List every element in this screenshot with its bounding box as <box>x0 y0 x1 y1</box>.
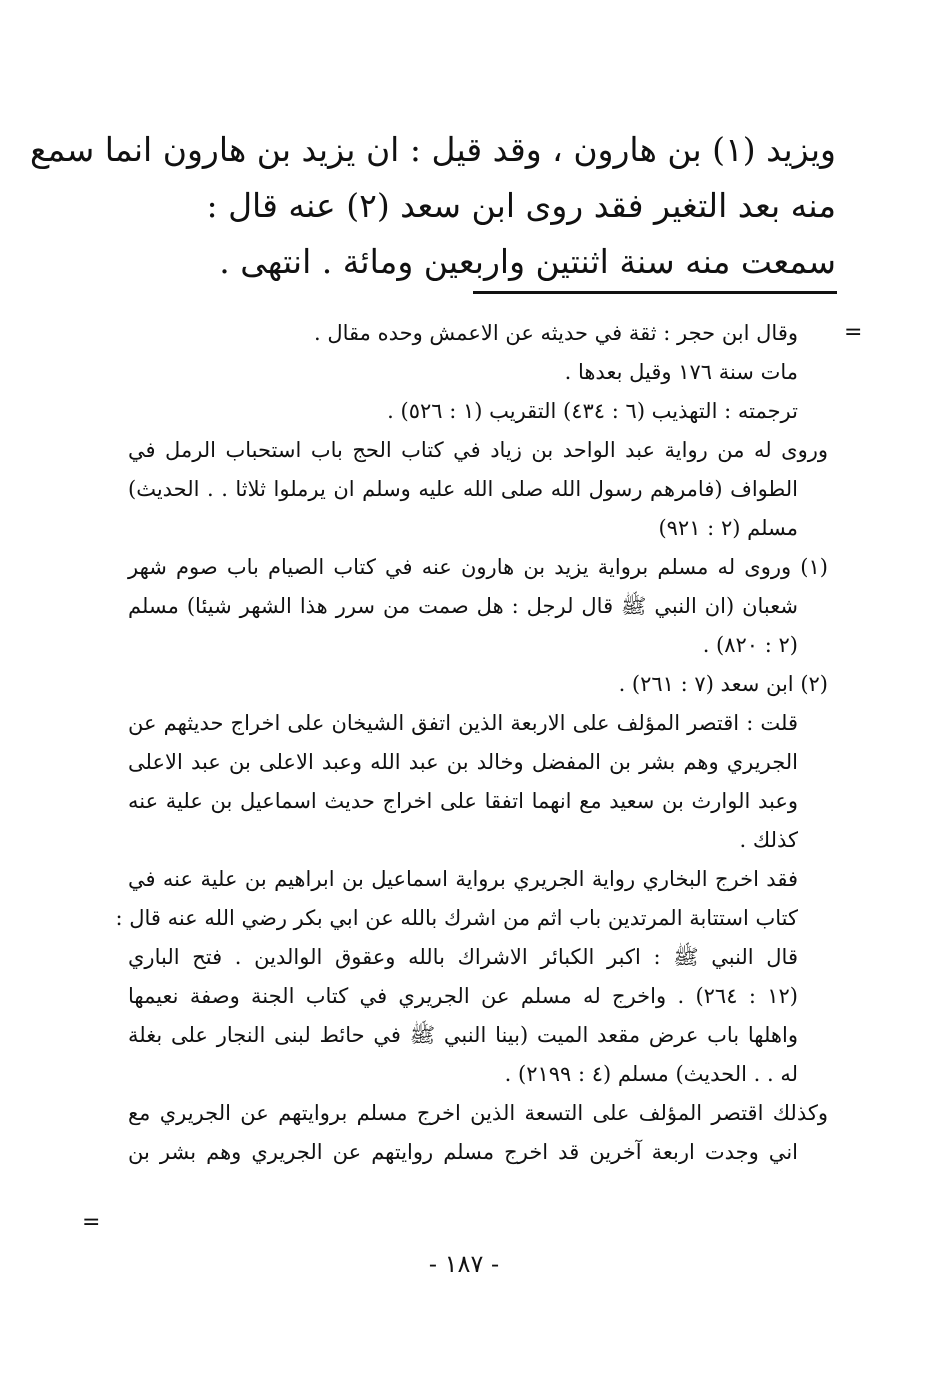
main-text-line: ويزيد (١) بن هارون ، وقد قيل : ان يزيد بن هارون انما سمع <box>29 130 836 169</box>
continuation-mark-bottom: = <box>82 1210 101 1235</box>
footnote-line: قال النبي ﷺ : اكبر الكبائر الاشراك بالله وعقوق الوالدين . فتح الباري <box>128 945 798 969</box>
page-number: - ١٨٧ - <box>428 1250 500 1278</box>
footnote-line: الطواف (فامرهم رسول الله صلى الله عليه وسلم ان يرملوا ثلاثا . . الحديث) <box>128 477 798 501</box>
main-text-block <box>29 122 836 290</box>
footnote-line: (١٢ : ٢٦٤) . واخرج له مسلم عن الجريري في كتاب الجنة وصفة نعيمها <box>128 984 798 1008</box>
footnote-line: كتاب استتابة المرتدين باب اثم من اشرك بالله عن ابي بكر رضي الله عنه قال : <box>115 906 798 930</box>
footnote-line: وعبد الوارث بن سعيد مع انهما اتفقا على اخراج حديث اسماعيل بن علية عنه <box>128 789 798 813</box>
footnote-line: مات سنة ١٧٦ وقيل بعدها . <box>564 360 798 384</box>
footnote-line: كذلك . <box>739 828 798 852</box>
footnote-line: شعبان (ان النبي ﷺ قال لرجل : هل صمت من سرر هذا الشهر شيئا) مسلم <box>128 594 798 618</box>
footnote-line: وروى له من رواية عبد الواحد بن زياد في كتاب الحج باب استحباب الرمل في <box>128 438 828 462</box>
footnote-line: وكذلك اقتصر المؤلف على التسعة الذين اخرج مسلم بروايتهم عن الجريري مع <box>128 1101 828 1125</box>
footnote-line: ترجمته : التهذيب (٦ : ٤٣٤) التقريب (١ : ٥٢٦) . <box>387 399 798 423</box>
footnote-line: اني وجدت اربعة آخرين قد اخرج مسلم روايتهم عن الجريري وهم بشر بن <box>128 1140 798 1164</box>
footnote-divider <box>473 291 837 294</box>
main-text-line: سمعت منه سنة اثنتين واربعين ومائة . انتهى . <box>219 242 836 281</box>
footnote-line: وقال ابن حجر : ثقة في حديثه عن الاعمش وحده مقال . <box>314 321 798 345</box>
footnote-line: (٢ : ٨٢٠) . <box>702 633 798 657</box>
footnotes-block <box>115 314 828 1172</box>
footnote-line: (١) وروى له مسلم برواية يزيد بن هارون عنه في كتاب الصيام باب صوم شهر <box>128 555 828 579</box>
continuation-mark-top: = <box>844 320 863 345</box>
footnote-line: قلت : اقتصر المؤلف على الاربعة الذين اتفق الشيخان على اخراج حديثهم عن <box>128 711 798 735</box>
main-text-line: منه بعد التغير فقد روى ابن سعد (٢) عنه قال : <box>206 186 836 225</box>
footnote-line: مسلم (٢ : ٩٢١) <box>658 516 798 540</box>
footnote-line: (٢) ابن سعد (٧ : ٢٦١) . <box>618 672 828 696</box>
footnote-line: فقد اخرج البخاري رواية الجريري برواية اسماعيل بن ابراهيم بن علية عنه في <box>128 867 798 891</box>
footnote-line: واهلها باب عرض مقعد الميت (بينا النبي ﷺ في حائط لبنى النجار على بغلة <box>128 1023 798 1047</box>
footnote-line: الجريري وهم بشر بن المفضل وخالد بن عبد الله وعبد الاعلى بن عبد الاعلى <box>128 750 798 774</box>
footnote-line: له . . الحديث) مسلم (٤ : ٢١٩٩) . <box>504 1062 798 1086</box>
